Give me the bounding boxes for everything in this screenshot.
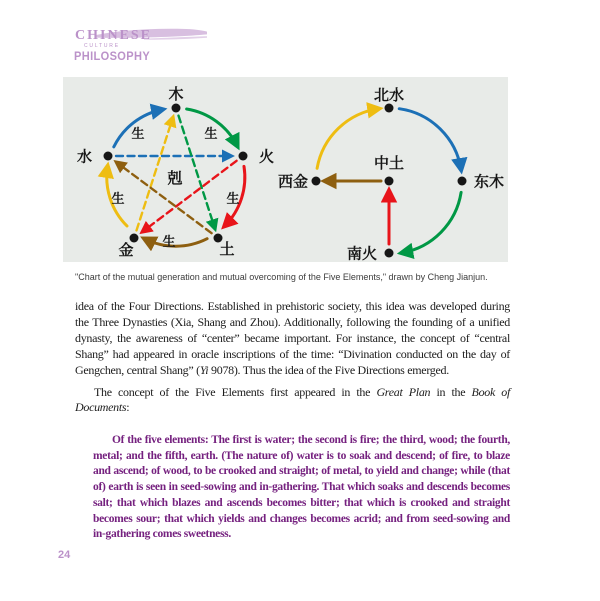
generate-label: 生 [162,235,176,250]
label-fire: 火 [259,147,275,166]
label-earth: 土 [219,240,235,258]
paragraph-2 [75,385,510,417]
label-water: 水 [76,147,92,166]
label-south-fire: 南火 [346,244,377,262]
node-east-wood-dot [458,177,467,186]
node-wood-dot [172,104,181,113]
label-metal: 金 [118,241,134,259]
paragraph-1-text: 9078). Thus the idea of the Five Directions emerged. [208,362,449,377]
overcome-label: 剋 [167,169,183,187]
generate-label: 生 [226,192,240,207]
five-elements-figure [63,77,508,262]
page-number: 24 [58,549,71,561]
generate-label: 生 [131,127,145,142]
generate-label: 生 [204,127,218,142]
arc-east-wood-to-south-fire [402,192,461,253]
paragraph-2-text: : [126,400,130,415]
publisher-logo [70,25,205,63]
book-title-great-plan: Great Plan [376,384,431,399]
generate-arc-earth-to-metal [145,239,208,247]
figure-caption: "Chart of the mutual generation and mutual overcoming of the Five Elements," drawn by Cheng Jianjun. [75,272,488,282]
logo-title: CHINESE [75,28,153,43]
node-center-earth-dot [385,177,394,186]
logo-subtitle: CULTURE [84,43,120,49]
generation-overcoming-cycle-diagram [77,85,274,259]
label-center-earth: 中土 [373,154,405,172]
arc-west-metal-to-north-water [317,109,379,169]
paragraph-1 [75,299,510,379]
citation-source-italic: Yi [199,362,209,377]
five-directions-diagram [278,86,504,262]
logo-series-title: PHILOSOPHY [74,49,151,63]
node-north-water-dot [385,104,394,113]
main-text [75,299,510,416]
label-east-wood: 东木 [474,172,505,191]
label-wood: 木 [168,85,184,103]
generate-label: 生 [111,192,125,207]
paragraph-1-text: idea of the Four Directions. Established in prehistoric society, this idea was developed during the Three Dynasties (Xia, Shang and Zhou). Additionally, following the founding of a unified dynasty, the awareness of “center” became important. For instance, the concept of “central Shang” had appeared in oracle inscriptions of the time: “Divination conducted on the day of Gengchen, central Shang” ( [75,299,510,377]
node-fire-dot [239,152,248,161]
node-west-metal-dot [312,177,321,186]
five-elements-quote: Of the five elements: The first is water; the second is fire; the third, wood; the fourth, metal; and the fifth, earth. (The nature of) water is to soak and descend; of fire, to blaze and ascend; of wood, to be crooked and straight; of metal, to yield and change; while (that of) earth is seen in seed-sowing and in-gathering. That which soaks and descends becomes salt; that which blazes and ascends becomes bitter; that which is crooked and straight becomes sour; that which yields and changes becomes acrid; and from seed-sowing and in-gathering comes sweetness. [93,434,510,541]
paragraph-2-text: The concept of the Five Elements first appeared in the [94,384,377,399]
paragraph-2-text: in the [430,384,472,399]
node-south-fire-dot [385,249,394,258]
arc-north-water-to-east-wood [399,109,461,170]
label-north-water: 北水 [373,86,405,104]
label-west-metal: 西金 [277,172,308,191]
book-title-book-of-documents: Book of Documents [75,384,511,415]
node-water-dot [104,152,113,161]
